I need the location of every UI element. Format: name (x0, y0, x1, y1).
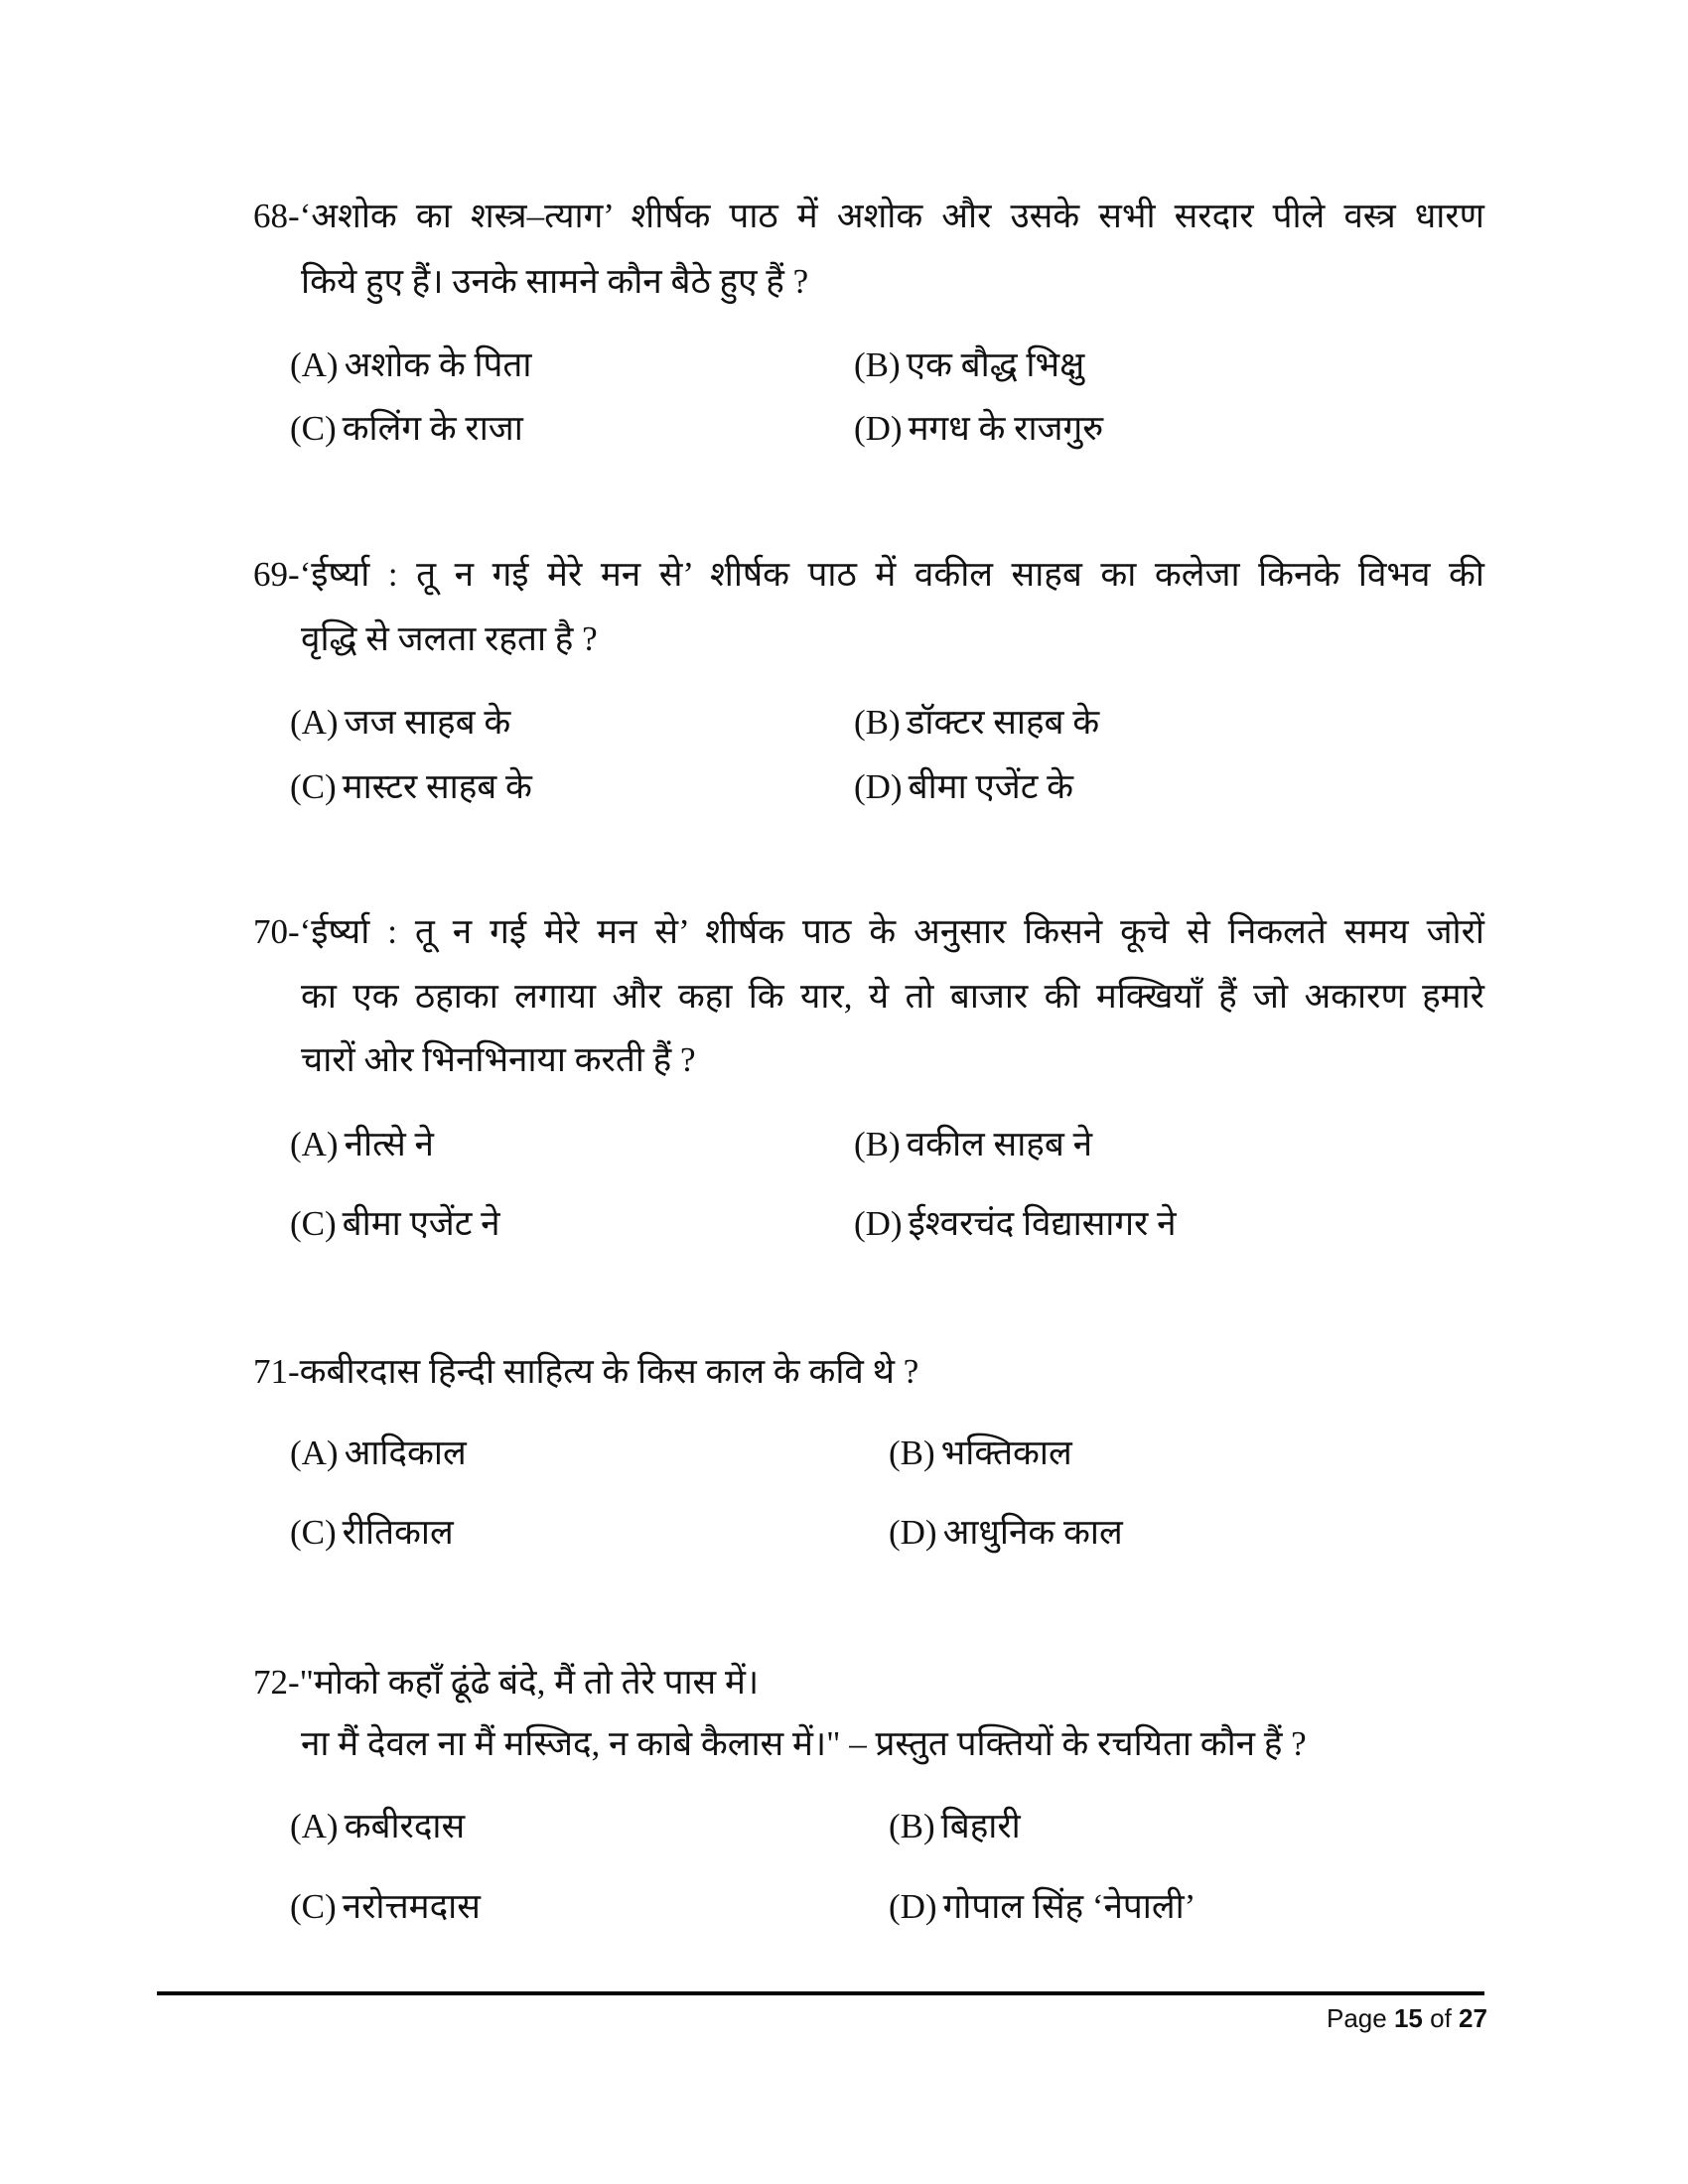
question-number: 72- (253, 1663, 300, 1702)
option-c: (C) बीमा एजेंट ने (290, 1204, 500, 1243)
option-b: (B) वकील साहब ने (854, 1125, 1093, 1163)
option-a: (A) आदिकाल (290, 1433, 467, 1472)
footer-divider (157, 1991, 1484, 1995)
option-c: (C) कलिंग के राजा (290, 409, 523, 448)
option-a: (A) अशोक के पिता (290, 345, 532, 384)
option-c: (C) नरोत्तमदास (290, 1887, 481, 1926)
question-72-line-1: 72-"मोको कहाँ ढूंढे बंदे, मैं तो तेरे पास में। (253, 1663, 760, 1702)
option-d: (D) बीमा एजेंट के (854, 767, 1073, 806)
option-c: (C) मास्टर साहब के (290, 767, 532, 806)
option-a: (A) नीत्से ने (290, 1125, 434, 1163)
option-d: (D) आधुनिक काल (889, 1513, 1123, 1552)
question-68-line-1: 68-‘अशोक का शस्त्र–त्याग’ शीर्षक पाठ में अशोक और उसके सभी सरदार पीले वस्त्र धारण (253, 197, 1484, 235)
question-69-line-2: वृद्धि से जलता रहता है ? (301, 619, 598, 658)
total-pages: 27 (1459, 2003, 1487, 2033)
current-page: 15 (1393, 2003, 1423, 2033)
option-d: (D) ईश्वरचंद विद्यासागर ने (854, 1204, 1177, 1243)
page-indicator: Page 15 of 27 (1327, 2003, 1487, 2033)
option-d: (D) गोपाल सिंह ‘नेपाली’ (889, 1887, 1196, 1926)
question-72-line-2: ना मैं देवल ना मैं मस्जिद, न काबे कैलास में।" – प्रस्तुत पक्तियों के रचयिता कौन हैं ? (301, 1724, 1307, 1763)
option-a: (A) जज साहब के (290, 703, 511, 742)
option-b: (B) बिहारी (889, 1807, 1021, 1845)
option-d: (D) मगध के राजगुरु (854, 409, 1104, 448)
option-b: (B) एक बौद्ध भिक्षु (854, 345, 1085, 384)
question-70-line-3: चारों ओर भिनभिनाया करती हैं ? (301, 1040, 696, 1079)
option-a: (A) कबीरदास (290, 1807, 466, 1845)
question-69-line-1: 69-‘ईर्ष्या : तू न गई मेरे मन से’ शीर्षक पाठ में वकील साहब का कलेजा किनके विभव की (253, 555, 1484, 594)
question-71-line-1: 71-कबीरदास हिन्दी साहित्य के किस काल के कवि थे ? (253, 1352, 919, 1391)
question-number: 71- (253, 1352, 300, 1391)
question-70-line-1: 70-‘ईर्ष्या : तू न गई मेरे मन से’ शीर्षक पाठ के अनुसार किसने कूचे से निकलते समय जोरों (253, 912, 1484, 951)
option-b: (B) डॉक्टर साहब के (854, 703, 1100, 742)
question-number: 68- (253, 197, 300, 235)
question-number: 69- (253, 555, 300, 594)
option-b: (B) भक्तिकाल (889, 1433, 1072, 1472)
question-70-line-2: का एक ठहाका लगाया और कहा कि यार, ये तो बाजार की मक्खियाँ हैं जो अकारण हमारे (301, 977, 1484, 1016)
option-c: (C) रीतिकाल (290, 1513, 454, 1552)
question-68-line-2: किये हुए हैं। उनके सामने कौन बैठे हुए हैं ? (301, 262, 809, 301)
question-number: 70- (253, 912, 300, 951)
